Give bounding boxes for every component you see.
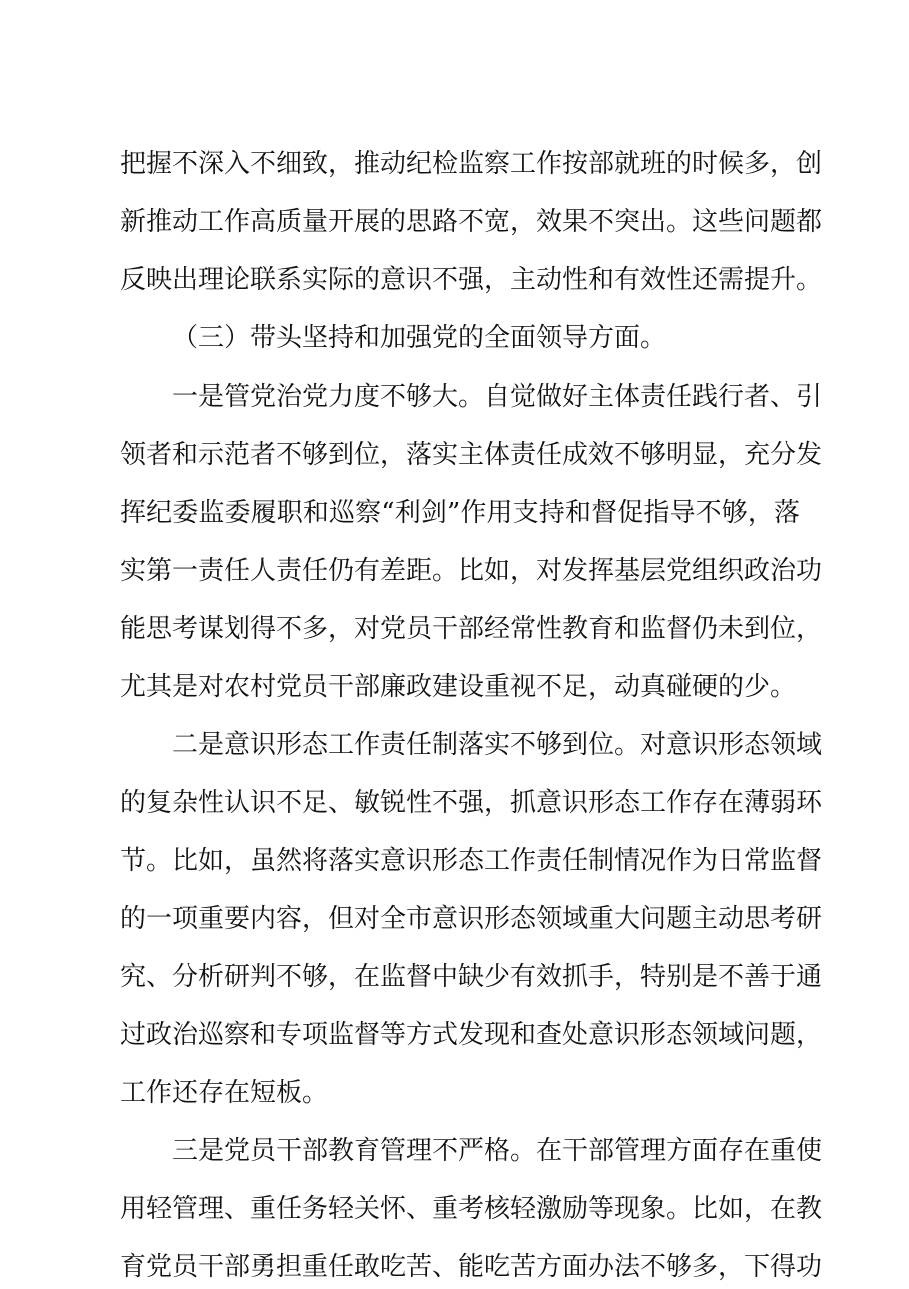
text-line: 把握不深入不细致，推动纪检监察工作按部就班的时候多，创 bbox=[120, 149, 823, 179]
text-line: 尤其是对农村党员干部廉政建设重视不足，动真碰硬的少。 bbox=[120, 672, 797, 702]
text-line: 反映出理论联系实际的意识不强，主动性和有效性还需提升。 bbox=[120, 265, 823, 295]
text-line: 用轻管理、重任务轻关怀、重考核轻激励等现象。比如，在教 bbox=[120, 1194, 823, 1224]
text-line: 实第一责任人责任仍有差距。比如，对发挥基层党组织政治功 bbox=[120, 556, 823, 586]
text-line: 究、分析研判不够，在监督中缺少有效抓手，特别是不善于通 bbox=[120, 962, 823, 992]
text-line: 领者和示范者不够到位，落实主体责任成效不够明显，充分发 bbox=[120, 440, 823, 470]
text-line: 的一项重要内容，但对全市意识形态领域重大问题主动思考研 bbox=[120, 904, 823, 934]
text-line: 育党员干部勇担重任敢吃苦、能吃苦方面办法不够多，下得功 bbox=[120, 1252, 823, 1282]
text-line: 过政治巡察和专项监督等方式发现和查处意识形态领域问题， bbox=[120, 1020, 823, 1050]
text-line: 能思考谋划得不多，对党员干部经常性教育和监督仍未到位， bbox=[120, 614, 823, 644]
paragraph-start-line: 一是管党治党力度不够大。自觉做好主体责任践行者、引 bbox=[172, 382, 823, 412]
text-line: 新推动工作高质量开展的思路不宽，效果不突出。这些问题都 bbox=[120, 207, 823, 237]
text-line: 挥纪委监委履职和巡察“利剑”作用支持和督促指导不够，落 bbox=[120, 498, 800, 528]
text-line: 工作还存在短板。 bbox=[120, 1078, 329, 1108]
text-line: 节。比如，虽然将落实意识形态工作责任制情况作为日常监督 bbox=[120, 846, 823, 876]
paragraph-start-line: 三是党员干部教育管理不严格。在干部管理方面存在重使 bbox=[172, 1136, 823, 1166]
text-line: 的复杂性认识不足、敏锐性不强，抓意识形态工作存在薄弱环 bbox=[120, 788, 823, 818]
section-heading: （三）带头坚持和加强党的全面领导方面。 bbox=[172, 323, 667, 353]
paragraph-start-line: 二是意识形态工作责任制落实不够到位。对意识形态领域 bbox=[172, 730, 823, 760]
